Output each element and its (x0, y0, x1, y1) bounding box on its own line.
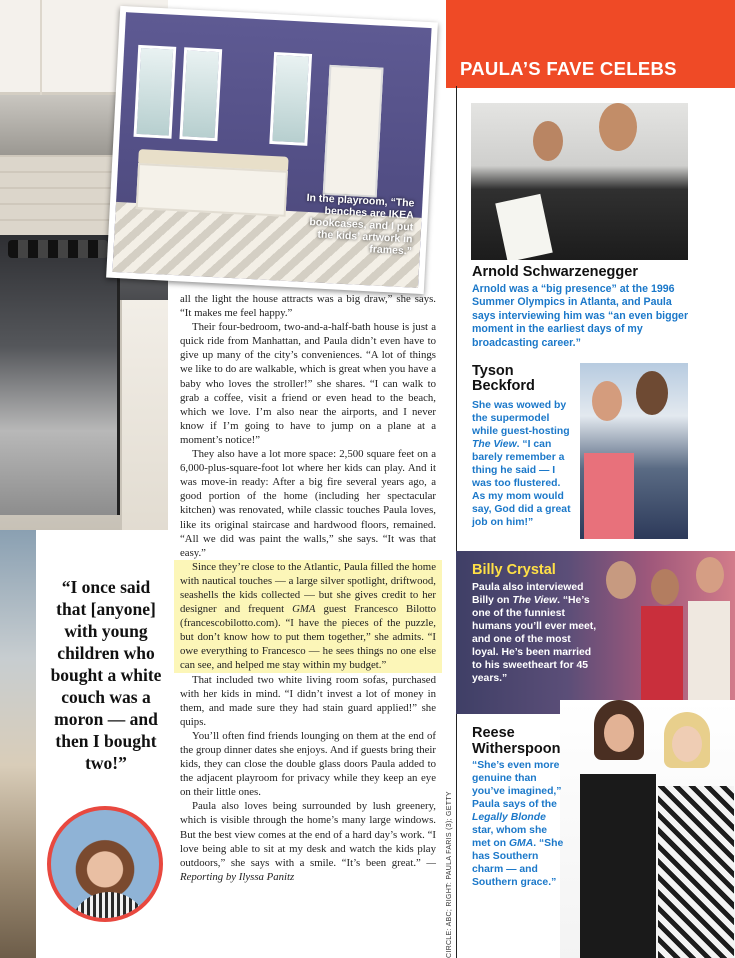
celeb-blurb-tyson: She was wowed by the supermodel while guest-hosting The View. “I can barely remember a thing he said — I was too flustered. As my mom would say, God did a great job on him!” (472, 400, 571, 528)
celeb-name-billy: Billy Crystal (472, 562, 556, 578)
arnold-photo (471, 103, 688, 260)
celeb-name-arnold: Arnold Schwarzenegger (472, 264, 638, 280)
column-divider (456, 86, 457, 958)
paula-portrait (47, 806, 163, 922)
sidebar-title: PAULA’S FAVE CELEBS (460, 58, 677, 79)
playroom-photo (106, 6, 438, 294)
celeb-blurb-billy: Paula also interviewed Billy on The View. “He’s one of the funniest humans you’ll ever meet, and one of the most loyal. He’s been married to his sweetheart for 45 years.” (472, 582, 597, 684)
reese-photo (560, 700, 735, 958)
photo-credit: CIRCLE: ABC; RIGHT: PAULA FARIS (3); GETTY (446, 791, 453, 958)
tyson-photo (580, 363, 688, 539)
article-paragraph: all the light the house attracts was a big draw,” she says. “It makes me feel happy.” (180, 293, 436, 320)
highlighted-paragraph: Since they’re close to the Atlantic, Paula filled the home with nautical touches — a large silver spotlight, driftwood, seashells the kids collected — but she gives credit to her designer and frequent GMA guest Francesco Bilotto (francescobilotto.com). “I have the pieces of the puzzle, but don’t know how to put them together,” she admits. “I owe everything to Francesco — he sees things no one else can see, and helped me stay within my budget.” (174, 560, 442, 673)
celeb-name-reese: Reese Witherspoon (472, 725, 561, 757)
article-paragraph: Paula also loves being surrounded by lush greenery, which is visible through the home’s many large windows. But the best view comes at the end of a hard day’s work. “I love being able to sit at my desk and watch the kids play outdoors,” she says with a smile. “It’s been great.” —Reporting by Ilyssa Panitz (180, 800, 436, 883)
byline: —Reporting by Ilyssa Panitz (180, 856, 436, 883)
playroom-caption: In the playroom, “The benches are IKEA bookcases, and I put the kids’ artwork in frames.” (306, 191, 415, 258)
article-body (180, 292, 436, 884)
celeb-blurb-arnold: Arnold was a “big presence” at the 1996 Summer Olympics in Atlanta, and Paula says interviewing him was “an even bigger moment in the earliest days of my broadcasting career.” (472, 283, 689, 349)
article-paragraph: You’ll often find friends lounging on them at the end of the group dinner dates she enjoys. And if guests bring their kids, they can close the double glass doors Paula added to the adjacent playroom for privacy while they keep an eye on their little ones. (180, 729, 436, 799)
article-paragraph: That included two white living room sofas, purchased with her kids in mind. “I didn’t invest a lot of money in them, and made sure they had stain guard applied!” she quips. (180, 673, 436, 728)
pull-quote: “I once said that [anyone] with young children who bought a white couch was a moron — and then I bought two!” (50, 577, 162, 773)
article-paragraph: They also have a lot more space: 2,500 square feet on a 6,000-plus-square-foot lot where her kids can play. And it was move-in ready: After a big fire several years ago, a good portion of the home (including her spectacular kitchen) was renovated, while classic touches Paula loves, like its original staircase and hardwood floors, remained. “All we did was paint the walls,” she says. “It was that easy.” (180, 448, 436, 559)
living-room-photo (0, 530, 36, 958)
celeb-name-tyson: Tyson Beckford (472, 363, 535, 394)
celeb-blurb-reese: “She’s even more genuine than you’ve imagined,” Paula says of the Legally Blonde star, whom she met on GMA. “She has Southern charm — and Southern grace.” (472, 760, 564, 888)
article-paragraph: Their four-bedroom, two-and-a-half-bath house is just a quick ride from Manhattan, and Paula didn’t even have to give up many of the city’s conveniences. “A lot of things we like to do are walkable, which is great when you have a baby who loves the stroller!” she shares. “I can walk to grab a coffee, visit a friend or even head to the beach, which we love. I’m also near the airports, and I never know if I’m going to have to jump on a plane at a moment’s notice!” (180, 321, 436, 446)
